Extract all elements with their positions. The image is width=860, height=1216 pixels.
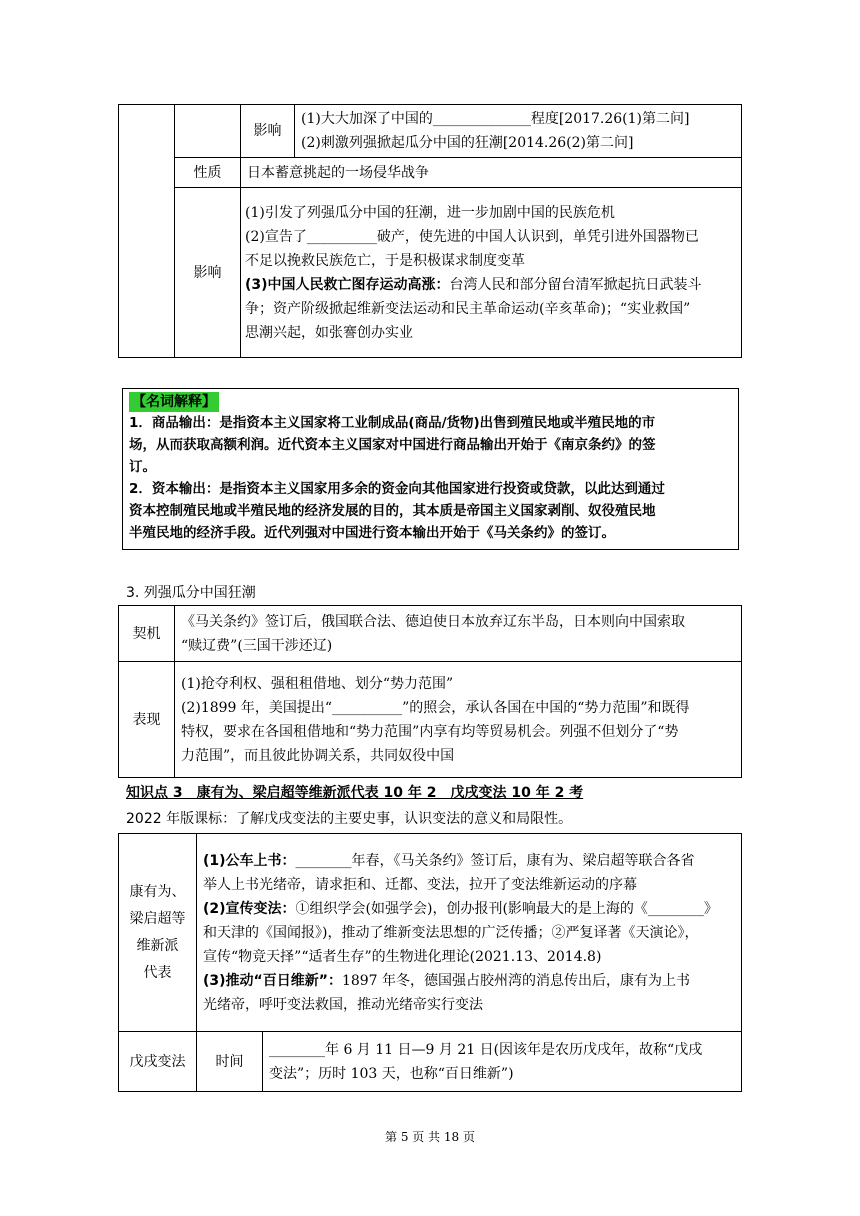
blank-cell [119, 105, 175, 358]
reformers-content [197, 834, 742, 1032]
bold-lead: (3)推动“百日维新”： [203, 972, 342, 989]
impact-label-2: 影响 [175, 188, 241, 358]
text-line [203, 897, 735, 921]
glossary-line: 半殖民地的经济手段。近代列强对中国进行资本输出开始于《马关条约》的签订。 [129, 525, 615, 541]
label-line: 梁启超等 [129, 910, 186, 927]
reformers-label [119, 834, 197, 1032]
glossary-tag-line [129, 392, 732, 412]
text-line [245, 273, 735, 297]
curriculum-standard [126, 808, 572, 828]
impact-content [295, 105, 742, 158]
text-line: 举人上书光绪帝，请求拒和、迁都、变法，拉开了变法维新运动的序幕 [203, 876, 637, 893]
text-line: 变法”；历时 103 天，也称“百日维新”) [269, 1065, 514, 1082]
glossary-tag: 【名词解释】 [129, 392, 219, 412]
text-line: 特权，要求在各国租借地和“势力范围”内享有均等贸易机会。列强不但划分了“势 [181, 723, 679, 740]
text-line [203, 969, 735, 993]
text-line: (1)抢夺利权、强租租借地、划分“势力范围” [181, 675, 454, 692]
text-span: ________年春，《马关条约》签订后，康有为、梁启超等联合各省 [295, 852, 695, 869]
knowledge-point-title: 知识点 3 康有为、梁启超等维新派代表 10 年 2 戊戌变法 10 年 2 考 [126, 785, 584, 801]
text-line [203, 849, 735, 873]
section-heading: 3. 列强瓜分中国狂潮 [126, 585, 256, 601]
impact-content-2 [241, 188, 742, 358]
glossary-line: 资本控制殖民地或半殖民地的经济发展的目的，其本质是帝国主义国家剥削、奴役殖民地 [129, 503, 656, 519]
standard-text: 了解戊戌变法的主要史事，认识变法的意义和局限性。 [236, 811, 573, 827]
text-line: 不足以挽救民族危亡，于是积极谋求制度变革 [245, 252, 525, 269]
impact-table [118, 104, 742, 358]
time-label: 时间 [197, 1032, 263, 1092]
nature-label: 性质 [175, 158, 241, 188]
text-line: 争；资产阶级掀起维新变法运动和民主革命运动(辛亥革命)；“实业救国” [245, 300, 691, 317]
blank-cell [175, 105, 241, 158]
glossary-line: 场，从而获取高额利润。近代资本主义国家对中国进行商品输出开始于《南京条约》的签 [129, 437, 656, 453]
text-line: (2)刺激列强掀起瓜分中国的狂潮[2014.26(2)第二问] [301, 135, 634, 151]
text-span: ①组织学会(如强学会)，创办报刊(影响最大的是上海的《________》 [295, 900, 718, 917]
text-line: (2)宣告了__________破产，使先进的中国人认识到，单凭引进外国器物已 [245, 228, 699, 245]
bold-lead: (3)中国人民救亡图存运动高涨： [245, 276, 450, 293]
text-line: (1)大大加深了中国的______________程度[2017.26(1)第二问] [301, 111, 690, 127]
text-line: 宣传“物竞天择”“适者生存”的生物进化理论(2021.13、2014.8) [203, 948, 602, 965]
opportunity-content [175, 606, 742, 662]
text-line: (1)引发了列强瓜分中国的狂潮，进一步加剧中国的民族危机 [245, 204, 615, 221]
manifestation-label: 表现 [119, 662, 175, 778]
text-span: 1897 年冬，德国强占胶州湾的消息传出后，康有为上书 [341, 972, 691, 989]
bold-lead: (1)公车上书： [203, 852, 296, 869]
glossary-line: 1．商品输出：是指资本主义国家将工业制成品(商品/货物)出售到殖民地或半殖民地的市 [129, 415, 656, 431]
label-line: 代表 [143, 964, 172, 981]
bold-lead: (2)宣传变法： [203, 900, 296, 917]
text-line: (2)1899 年，美国提出“__________”的照会，承认各国在中国的“势力范围”和既得 [181, 699, 690, 716]
nature-content: 日本蓄意挑起的一场侵华战争 [241, 158, 742, 188]
text-line: 力范围”，而且彼此协调关系，共同奴役中国 [181, 747, 455, 764]
text-line: 和天津的《国闻报》)，推动了维新变法思想的广泛传播；②严复译著《天演论》， [203, 924, 699, 941]
partition-table [118, 605, 742, 778]
text-line: 光绪帝，呼吁变法救国，推动光绪帝实行变法 [203, 996, 483, 1013]
glossary-box [122, 388, 739, 550]
manifestation-content [175, 662, 742, 778]
label-line: 康有为、 [129, 883, 186, 900]
text-line: 《马关条约》签订后，俄国联合法、德迫使日本放弃辽东半岛，日本则向中国索取 [181, 613, 685, 630]
opportunity-label: 契机 [119, 606, 175, 662]
glossary-line: 订。 [129, 459, 156, 475]
reform-table [118, 833, 742, 1092]
impact-label: 影响 [241, 105, 295, 158]
reform-label: 戊戌变法 [119, 1032, 197, 1092]
text-span: 台湾人民和部分留台清军掀起抗日武装斗 [449, 276, 702, 293]
standard-label: 2022 年版课标： [126, 811, 237, 827]
text-line: ________年 6 月 11 日—9 月 21 日(因该年是农历戊戌年，故称“戊戌 [269, 1041, 703, 1058]
label-line: 维新派 [136, 937, 179, 954]
time-content [263, 1032, 742, 1092]
page-footer: 第 5 页 共 18 页 [385, 1130, 475, 1144]
glossary-line: 2．资本输出：是指资本主义国家用多余的资金向其他国家进行投资或贷款，以此达到通过 [129, 481, 665, 497]
text-line: 思潮兴起，如张謇创办实业 [245, 324, 413, 341]
text-line: “赎辽费”(三国干涉还辽) [181, 637, 333, 654]
